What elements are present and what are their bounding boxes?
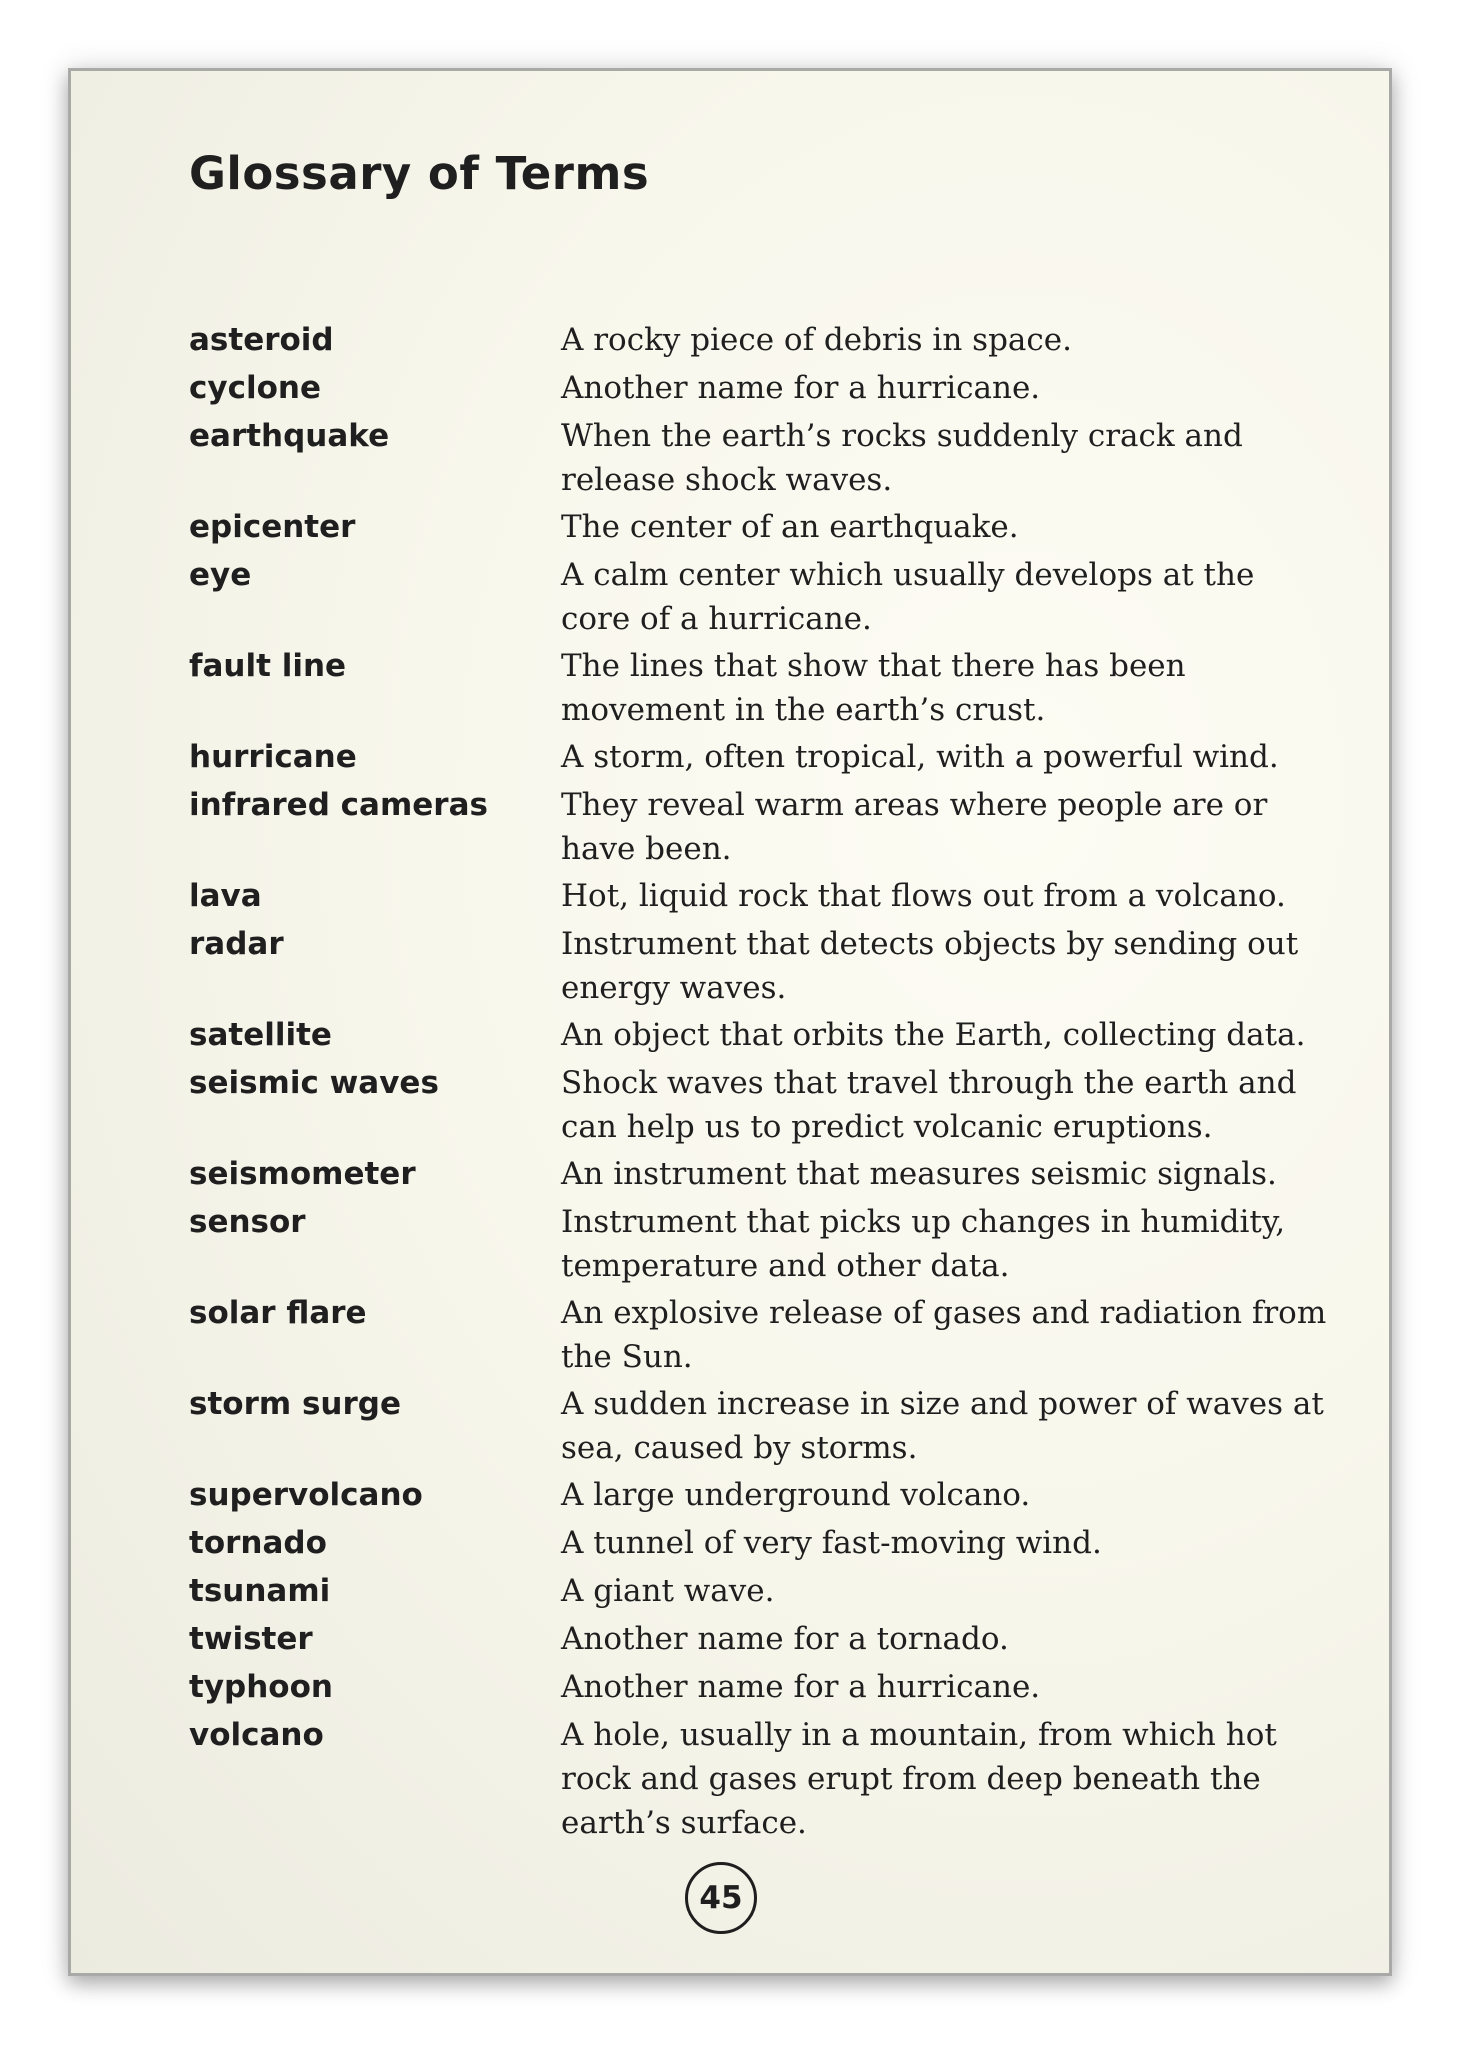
glossary-entry <box>189 1152 1329 1196</box>
page-number: 45 <box>685 1862 757 1934</box>
glossary-definition: A giant wave. <box>561 1573 775 1609</box>
glossary-entry <box>189 874 1329 918</box>
page-title: Glossary of Terms <box>189 147 650 200</box>
glossary-definition: Another name for a tornado. <box>561 1621 1009 1657</box>
glossary-term: satellite <box>189 1017 332 1053</box>
glossary-entry <box>189 1473 1329 1517</box>
glossary-definition: A rocky piece of debris in space. <box>561 322 1072 358</box>
glossary-term: fault line <box>189 648 347 684</box>
glossary-definition: A sudden increase in size and power of waves at sea, caused by storms. <box>561 1386 1324 1466</box>
glossary-entry <box>189 1382 1329 1470</box>
glossary-entry <box>189 922 1329 1010</box>
glossary-term: seismometer <box>189 1156 416 1192</box>
glossary-term: epicenter <box>189 509 356 545</box>
glossary-term: twister <box>189 1621 313 1657</box>
glossary-entry <box>189 414 1329 502</box>
glossary-definition: They reveal warm areas where people are or have been. <box>561 787 1268 867</box>
glossary-definition: Instrument that picks up changes in humidity, temperature and other data. <box>561 1204 1286 1284</box>
glossary-entry <box>189 783 1329 871</box>
glossary-term: earthquake <box>189 418 390 454</box>
glossary-entry <box>189 1291 1329 1379</box>
book-page <box>68 68 1392 1976</box>
glossary-definition: A hole, usually in a mountain, from which hot rock and gases erupt from deep beneath the earth’s surface. <box>561 1717 1277 1841</box>
glossary-term: storm surge <box>189 1386 401 1422</box>
glossary-entry <box>189 735 1329 779</box>
glossary-term: supervolcano <box>189 1477 423 1513</box>
glossary-entry <box>189 1013 1329 1057</box>
glossary-definition: Shock waves that travel through the earth and can help us to predict volcanic eruptions. <box>561 1065 1297 1145</box>
glossary-definition: A large underground volcano. <box>561 1477 1031 1513</box>
glossary-definition: The center of an earthquake. <box>561 509 1019 545</box>
glossary-term: seismic waves <box>189 1065 439 1101</box>
glossary-entry <box>189 505 1329 549</box>
glossary-definition: The lines that show that there has been movement in the earth’s crust. <box>561 648 1186 728</box>
glossary-term: tsunami <box>189 1573 331 1609</box>
glossary-entry <box>189 553 1329 641</box>
glossary-term: radar <box>189 926 284 962</box>
glossary-list <box>189 318 1329 1848</box>
glossary-definition: An explosive release of gases and radiation from the Sun. <box>561 1295 1327 1375</box>
glossary-entry <box>189 1617 1329 1661</box>
glossary-term: asteroid <box>189 322 334 358</box>
glossary-term: infrared cameras <box>189 787 488 823</box>
glossary-entry <box>189 1713 1329 1845</box>
glossary-entry <box>189 1569 1329 1613</box>
glossary-entry <box>189 644 1329 732</box>
glossary-entry <box>189 1521 1329 1565</box>
glossary-definition: Instrument that detects objects by sending out energy waves. <box>561 926 1299 1006</box>
glossary-definition: Another name for a hurricane. <box>561 1669 1041 1705</box>
glossary-entry <box>189 1665 1329 1709</box>
glossary-definition: When the earth’s rocks suddenly crack and release shock waves. <box>561 418 1243 498</box>
glossary-term: eye <box>189 557 252 593</box>
glossary-definition: An instrument that measures seismic signals. <box>561 1156 1277 1192</box>
glossary-definition: A storm, often tropical, with a powerful wind. <box>561 739 1279 775</box>
glossary-term: typhoon <box>189 1669 333 1705</box>
glossary-term: volcano <box>189 1717 324 1753</box>
glossary-term: tornado <box>189 1525 327 1561</box>
glossary-term: lava <box>189 878 262 914</box>
glossary-term: cyclone <box>189 370 321 406</box>
glossary-definition: Hot, liquid rock that flows out from a volcano. <box>561 878 1286 914</box>
glossary-definition: Another name for a hurricane. <box>561 370 1041 406</box>
glossary-term: sensor <box>189 1204 306 1240</box>
glossary-entry <box>189 318 1329 362</box>
glossary-term: hurricane <box>189 739 357 775</box>
glossary-term: solar flare <box>189 1295 367 1331</box>
glossary-definition: A tunnel of very fast-moving wind. <box>561 1525 1102 1561</box>
glossary-entry <box>189 1200 1329 1288</box>
glossary-definition: An object that orbits the Earth, collecting data. <box>561 1017 1306 1053</box>
glossary-definition: A calm center which usually develops at the core of a hurricane. <box>561 557 1255 637</box>
glossary-entry <box>189 366 1329 410</box>
glossary-entry <box>189 1061 1329 1149</box>
